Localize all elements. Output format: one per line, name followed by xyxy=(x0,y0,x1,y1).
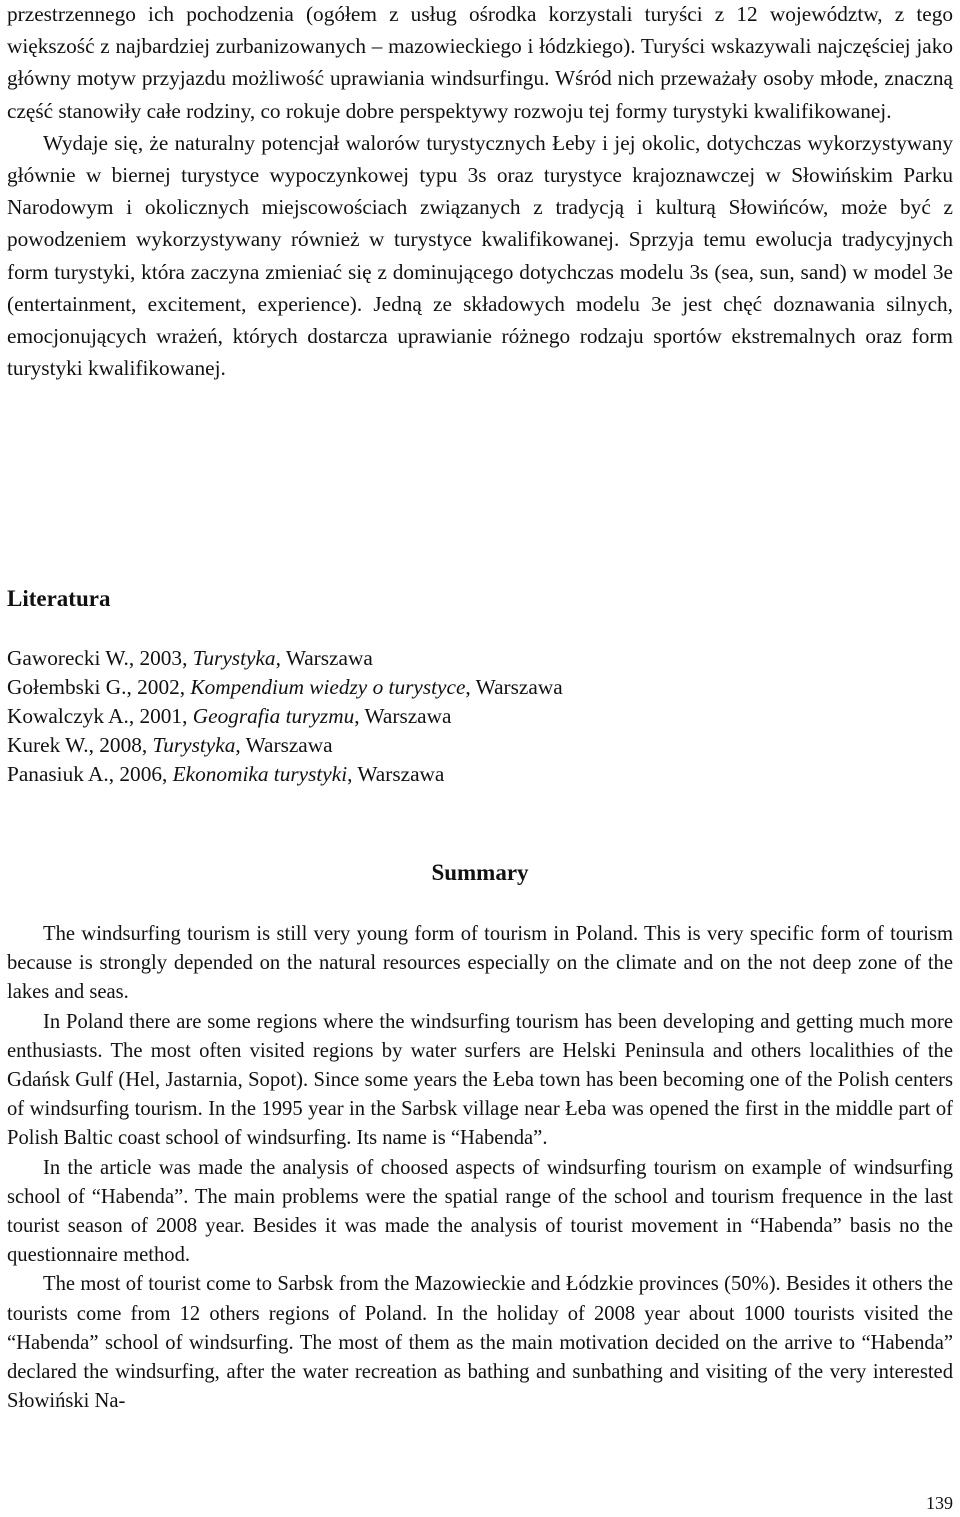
summary-paragraph: The most of tourist come to Sarbsk from the Mazowieckie and Łódzkie provinces (50%). Besides it others the tourists come from 12 others regions of Poland. In the holiday of 2008 year about 1000 tourists visited the “Habenda” school of windsurfing. The most of them as the main motivation decided on the arrive to “Habenda” declared the windsurfing, after the water recreation as bathing and sunbathing and visiting of the very interested Słowiński Na- xyxy=(7,1273,953,1413)
literature-entry xyxy=(7,702,563,731)
reference-author: Kurek W., 2008, xyxy=(7,733,153,757)
reference-title: Kompendium wiedzy o turystyce xyxy=(190,675,466,699)
reference-place: , Warszawa xyxy=(275,646,373,670)
reference-author: Gaworecki W., 2003, xyxy=(7,646,193,670)
reference-author: Kowalczyk A., 2001, xyxy=(7,704,193,728)
summary-paragraph: In Poland there are some regions where the windsurfing tourism has been developing and getting much more enthusiasts. The most often visited regions by water surfers are Helski Peninsula and others localithies of the Gdańsk Gulf (Hel, Jastarnia, Sopot). Since some years the Łeba town has been becoming one of the Polish centers of windsurfing tourism. In the 1995 year in the Sarbsk village near Łeba was opened the first in the middle part of Polish Baltic coast school of windsurfing. Its name is “Habenda”. xyxy=(7,1010,953,1150)
page-number: 139 xyxy=(926,1493,953,1513)
literature-entry xyxy=(7,731,563,760)
reference-author: Panasiuk A., 2006, xyxy=(7,762,173,786)
reference-title: Turystyka xyxy=(152,733,236,757)
reference-place: , Warszawa xyxy=(465,675,563,699)
reference-title: Turystyka xyxy=(192,646,276,670)
reference-place: , Warszawa xyxy=(235,733,333,757)
main-text-block xyxy=(7,0,953,384)
literature-entry xyxy=(7,760,563,789)
reference-place: , Warszawa xyxy=(354,704,452,728)
body-paragraph: przestrzennego ich pochodzenia (ogółem z usług ośrodka korzystali turyści z 12 województw, z tego większość z najbardziej zurbanizowanych – mazowieckiego i łódzkiego). Turyści wskazywali najczęściej jako główny motyw przyjazdu możliwość uprawiania windsurfingu. Wśród nich przeważały osoby młode, znaczną część stanowiły całe rodziny, co rokuje dobre perspektywy rozwoju tej formy turystyki kwalifikowanej. xyxy=(7,2,953,123)
reference-title: Ekonomika turystyki xyxy=(172,762,348,786)
literature-heading: Literatura xyxy=(7,586,111,611)
summary-heading: Summary xyxy=(431,860,529,885)
literature-entry xyxy=(7,644,563,673)
summary-paragraph: The windsurfing tourism is still very young form of tourism in Poland. This is very specific form of tourism because is strongly depended on the natural resources especially on the climate and on the not deep zone of the lakes and seas. xyxy=(7,923,953,1004)
reference-title: Geografia turyzmu xyxy=(192,704,355,728)
summary-text-block xyxy=(7,920,953,1416)
reference-place: , Warszawa xyxy=(347,762,445,786)
body-paragraph: Wydaje się, że naturalny potencjał walorów turystycznych Łeby i jej okolic, dotychczas wykorzystywany głównie w biernej turystyce wypoczynkowej typu 3s oraz turystyce krajoznawczej w Słowińskim Parku Narodowym i okolicznych miejscowościach związanych z tradycją i kulturą Słowińców, może być z powodzeniem wykorzystywany również w turystyce kwalifikowanej. Sprzyja temu ewolucja tradycyjnych form turystyki, która zaczyna zmieniać się z dominującego dotychczas modelu 3s (sea, sun, sand) w model 3e (entertainment, excitement, experience). Jedną ze składowych modelu 3e jest chęć doznawania silnych, emocjonujących wrażeń, których dostarcza uprawianie różnego rodzaju sportów ekstremalnych oraz form turystyki kwalifikowanej. xyxy=(7,130,953,381)
reference-author: Gołembski G., 2002, xyxy=(7,675,191,699)
literature-entry xyxy=(7,673,563,702)
literature-list xyxy=(7,644,563,789)
summary-paragraph: In the article was made the analysis of choosed aspects of windsurfing tourism on example of windsurfing school of “Habenda”. The main problems were the spatial range of the school and tourism frequence in the last tourist season of 2008 year. Besides it was made the analysis of tourist movement in “Habenda” basis no the questionnaire method. xyxy=(7,1156,953,1267)
